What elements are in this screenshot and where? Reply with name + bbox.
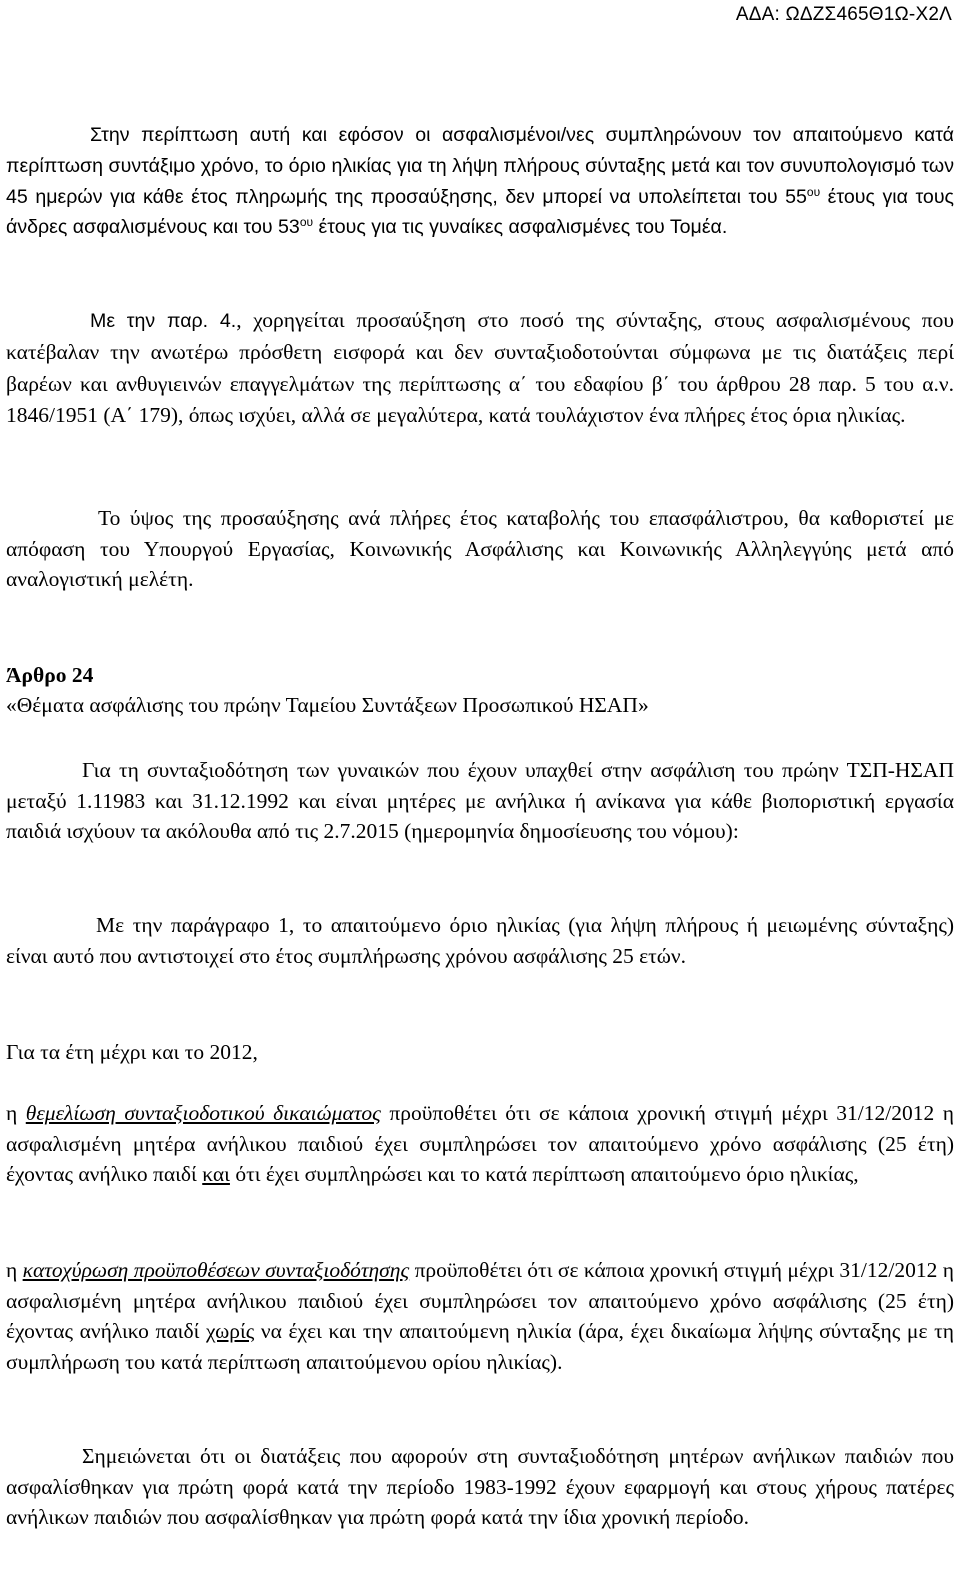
paragraph-condition-securing-c: να έχει και την απαιτούμενη ηλικία (άρα, έχει δικαίωμα λήψης σύνταξης με τη συμπλήρωση του κατά περίπτωση απαιτούμενου ορίου ηλικίας).	[6, 1319, 954, 1374]
paragraph-surcharge-amount: Το ύψος της προσαύξησης ανά πλήρες έτος καταβολής του επασφάλιστρου, θα καθοριστεί με απόφαση του Υπουργού Εργασίας, Κοινωνικής Ασφάλισης και Κοινωνικής Αλληλεγγύης μετά από αναλογιστική μελέτη.	[6, 506, 954, 591]
paragraph-pension-entitlement	[6, 1098, 954, 1190]
paragraph-pension-entitlement-b: προϋποθέτει ότι σε κάποια χρονική στιγμή μέχρι 31/12/2012 η ασφαλισμένη μητέρα ανήλικου παιδιού έχει συμπληρώσει τον απαιτούμενο χρόνο ασφάλισης (25 έτη) έχοντας ανήλικο παιδί	[6, 1101, 954, 1186]
paragraph-condition-securing-b: προϋποθέτει ότι σε κάποια χρονική στιγμή μέχρι 31/12/2012 η ασφαλισμένη μητέρα ανήλικου παιδιού έχει συμπληρώσει τον απαιτούμενο χρόνο ασφάλισης (25 έτη) έχοντας ανήλικο παιδί	[6, 1258, 954, 1343]
underlined-without: χωρίς	[206, 1319, 255, 1343]
term-entitlement-foundation: θεμελίωση συνταξιοδοτικού δικαιώματος	[25, 1101, 381, 1125]
paragraph-tsp-hsap-mothers: Για τη συνταξιοδότηση των γυναικών που έχουν υπαχθεί στην ασφάλιση του πρώην ΤΣΠ-ΗΣΑΠ μεταξύ 1.11983 και 31.12.1992 και είναι μητέρες με ανήλικα ή ανίκανα για κάθε βιοποριστική εργασία παιδιά ισχύουν τα ακόλουθα από τις 2.7.2015 (ημερομηνία δημοσίευσης του νόμου):	[6, 758, 954, 843]
superscript-ordinal: ου	[806, 184, 821, 199]
paragraph-age-limit-text-b: έτους για τους άνδρες ασφαλισμένους και του 53	[6, 185, 954, 239]
article-subtitle: «Θέματα ασφάλισης του πρώην Ταμείου Συντάξεων Προσωπικού ΗΣΑΠ»	[6, 693, 649, 717]
paragraph-widowed-fathers-note: Σημειώνεται ότι οι διατάξεις που αφορούν στη συνταξιοδότηση μητέρων ανήλικων παιδιών που ασφαλίσθηκαν για πρώτη φορά κατά την περίοδο 1983-1992 έχουν εφαρμογή και στους χήρους πατέρες ανήλικων παιδιών που ασφαλίσθηκαν για πρώτη φορά κατά την ίδια χρονική περίοδο.	[6, 1444, 954, 1529]
paragraph-pension-entitlement-a: η	[6, 1101, 26, 1125]
superscript-ordinal: ου	[299, 215, 314, 230]
paragraph-age-requirement: Με την παράγραφο 1, το απαιτούμενο όριο ηλικίας (για λήψη πλήρους ή μειωμένης σύνταξης) είναι αυτό που αντιστοιχεί στο έτος συμπλήρωσης χρόνου ασφάλισης 25 ετών.	[6, 913, 954, 968]
paragraph-age-limit-text-c: έτους για τις γυναίκες ασφαλισμένες του Τομέα.	[313, 216, 728, 239]
paragraph-condition-securing	[6, 1255, 954, 1377]
paragraph-years-until-2012: Για τα έτη μέχρι και το 2012,	[6, 1040, 258, 1064]
document-ada-code: ΑΔΑ: ΩΔΖΣ465Θ1Ω-Χ2Λ	[735, 4, 952, 25]
paragraph-para-4-intro: Με την παρ. 4.	[90, 310, 237, 332]
paragraph-para-4-body: , χορηγείται προσαύξηση στο ποσό της σύνταξης, στους ασφαλισμένους που κατέβαλαν την ανωτέρω πρόσθετη εισφορά και δεν συνταξιοδοτούνται σύμφωνα με τις διατάξεις περί βαρέων και ανθυγιεινών επαγγελμάτων της περίπτωσης α΄ του εδαφίου β΄ του άρθρου 28 παρ. 5 του α.ν. 1846/1951 (Α΄ 179), όπως ισχύει, αλλά σε μεγαλύτερα, κατά τουλάχιστον ένα πλήρες έτος όρια ηλικίας.	[6, 308, 954, 428]
paragraph-para-4	[6, 305, 954, 432]
article-title: Άρθρο 24	[6, 663, 94, 687]
paragraph-condition-securing-a: η	[6, 1258, 23, 1282]
paragraph-age-limit-text-a: Στην περίπτωση αυτή και εφόσον οι ασφαλισμένοι/νες συμπληρώνουν τον απαιτούμενο κατά περίπτωση συντάξιμο χρόνο, το όριο ηλικίας για τη λήψη πλήρους σύνταξης μετά και τον συνυπολογισμό των 45 ημερών για κάθε έτος πληρωμής της προσαύξησης, δεν μπορεί να υπολείπεται του 55	[6, 124, 954, 208]
paragraph-pension-entitlement-c: ότι έχει συμπληρώσει και το κατά περίπτωση απαιτούμενο όριο ηλικίας,	[229, 1162, 859, 1186]
underlined-and: και	[202, 1162, 230, 1186]
term-condition-securing: κατοχύρωση προϋποθέσεων συνταξιοδότησης	[22, 1258, 410, 1282]
paragraph-age-limit	[6, 120, 954, 243]
